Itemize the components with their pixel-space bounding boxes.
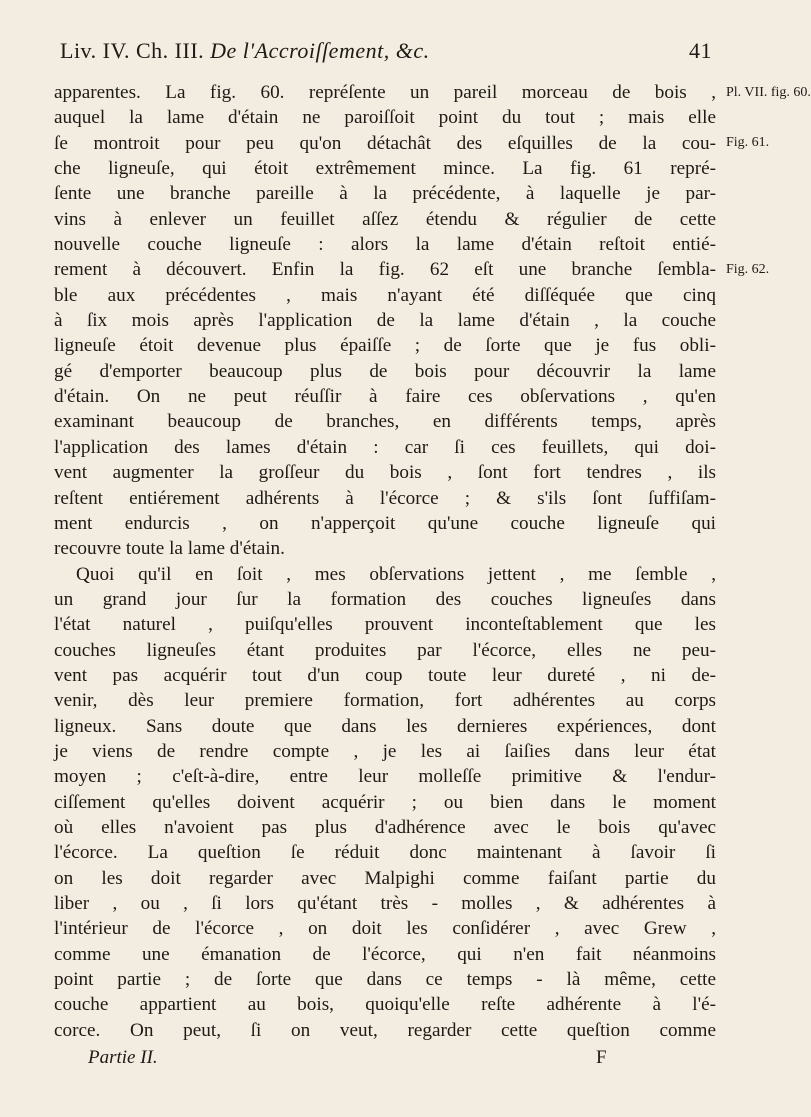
text-line: couches ligneuſes étant produites par l'écorce, elles ne peu- — [54, 639, 716, 661]
text-line: ligneux. Sans doute que dans les dernieres expériences, dont — [54, 715, 716, 737]
body-text — [54, 80, 716, 1043]
text-line: vent pas acquérir tout d'un coup toute leur dureté , ni de- — [54, 664, 716, 686]
part-label: Partie II. — [88, 1047, 158, 1068]
text-line: ſe montroit pour peu qu'on détachât des eſquilles de la cou- — [54, 132, 716, 154]
text-line: l'intérieur de l'écorce , on doit les conſidérer , avec Grew , — [54, 918, 716, 940]
margin-note-fig-62: Fig. 62. — [726, 262, 770, 277]
text-line: recouvre toute la lame d'étain. — [54, 538, 285, 560]
text-line: ble aux précédentes , mais n'ayant été diſſéquée que cinq — [54, 284, 716, 306]
text-line: je viens de rendre compte , je les ai ſaiſies dans leur état — [54, 740, 716, 762]
text-line: on les doit regarder avec Malpighi comme faiſant partie du — [54, 867, 716, 889]
page-number: 41 — [689, 38, 712, 63]
text-line: un grand jour ſur la formation des couches ligneuſes dans — [54, 588, 716, 610]
text-line: l'écorce. La queſtion ſe réduit donc maintenant à ſavoir ſi — [54, 842, 716, 864]
text-line: vins à enlever un feuillet aſſez étendu & régulier de cette — [54, 208, 716, 230]
text-line: à ſix mois après l'application de la lame d'étain , la couche — [54, 310, 716, 332]
text-line: vent augmenter la groſſeur du bois , ſont fort tendres , ils — [54, 462, 716, 484]
text-line: venir, dès leur premiere formation, fort adhérentes au corps — [54, 690, 716, 712]
text-line: che ligneuſe, qui étoit extrêmement mince. La fig. 61 repré- — [54, 158, 716, 180]
text-line: apparentes. La fig. 60. repréſente un pareil morceau de bois , — [54, 82, 716, 103]
margin-note-fig-61: Fig. 61. — [726, 135, 770, 150]
text-line: l'état naturel , puiſqu'elles prouvent inconteſtablement que les — [54, 614, 716, 636]
text-line: rement à découvert. Enfin la fig. 62 eſt une branche ſembla- — [54, 259, 716, 281]
text-line: nouvelle couche ligneuſe : alors la lame d'étain reſtoit entié- — [54, 234, 716, 256]
text-line: couche appartient au bois, quoiqu'elle reſte adhérente à l'é- — [54, 994, 716, 1016]
text-line: liber , ou , ſi lors qu'étant très - molles , & adhérentes à — [54, 893, 716, 914]
text-line: Quoi qu'il en ſoit , mes obſervations jettent , me ſemble , — [76, 563, 716, 585]
text-line: ciſſement qu'elles doivent acquérir ; ou bien dans le moment — [54, 791, 716, 813]
signature-mark: F — [596, 1047, 607, 1068]
text-line: ligneuſe étoit devenue plus épaiſſe ; de ſorte que je fus obli- — [54, 335, 716, 357]
margin-note-fig-60: Pl. VII. fig. 60. — [726, 85, 811, 100]
text-line: examinant beaucoup de branches, en différents temps, après — [54, 411, 716, 433]
text-line: l'application des lames d'étain : car ſi ces feuillets, qui doi- — [54, 436, 716, 458]
text-line: comme une émanation de l'écorce, qui n'en fait néanmoins — [54, 943, 716, 965]
text-line: point partie ; de ſorte que dans ce temps - là même, cette — [54, 969, 716, 991]
text-line: auquel la lame d'étain ne paroiſſoit point du tout ; mais elle — [54, 107, 716, 129]
text-line: reſtent entiérement adhérents à l'écorce ; & s'ils ſont ſuffiſam- — [54, 487, 716, 509]
text-line: corce. On peut, ſi on veut, regarder cette queſtion comme — [54, 1019, 716, 1041]
text-line: moyen ; c'eſt-à-dire, entre leur molleſſe primitive & l'endur- — [54, 766, 716, 788]
running-head: Liv. IV. Ch. III. — [60, 38, 205, 63]
text-line: ſente une branche pareille à la précédente, à laquelle je par- — [54, 183, 716, 205]
text-line: gé d'emporter beaucoup plus de bois pour découvrir la lame — [54, 360, 716, 382]
running-title: De l'Accroiſſement, &c. — [210, 38, 430, 63]
text-line: ment endurcis , on n'apperçoit qu'une couche ligneuſe qui — [54, 512, 716, 534]
text-line: où elles n'avoient pas plus d'adhérence avec le bois qu'avec — [54, 816, 716, 838]
running-header — [60, 38, 720, 64]
text-line: d'étain. On ne peut réuſſir à faire ces obſervations , qu'en — [54, 386, 716, 408]
